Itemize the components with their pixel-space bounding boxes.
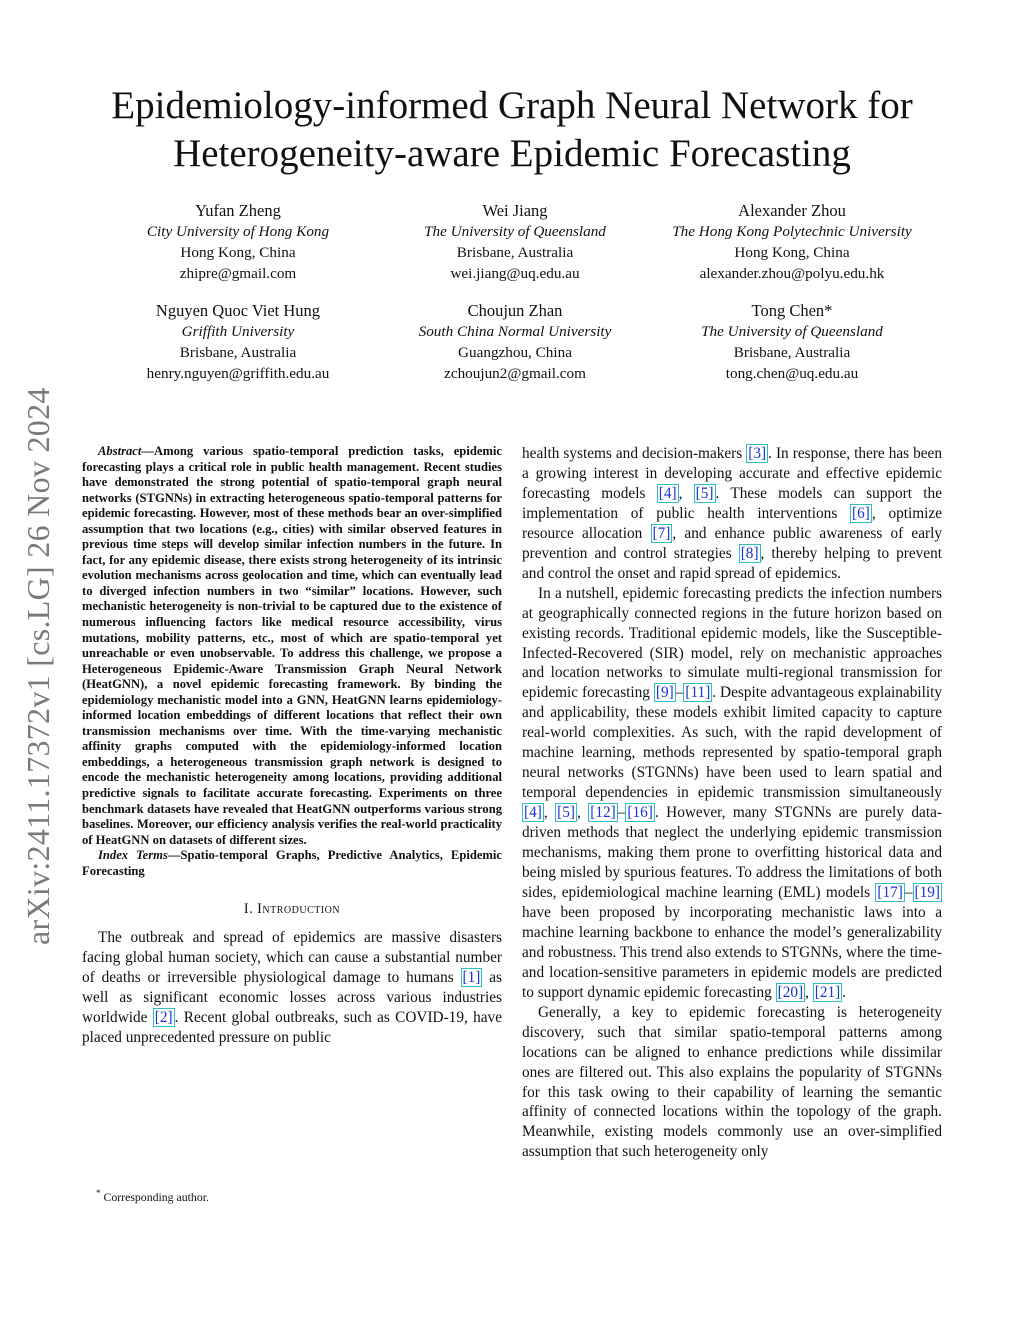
text-run: , — [543, 804, 556, 822]
text-run: , optimize resource allocation — [522, 504, 942, 542]
text-run: have been proposed by incorporating mechanistic laws into a machine learning backbone to enhance the model’s generalizability and robustness. This trend also extends to STGNNs, where the time- and location-sensitive parameters in epidemic models are predicted to support dynamic epidemic forecasting — [522, 903, 942, 1001]
author-affiliation: Griffith University — [181, 323, 295, 340]
author-location: Guangzhou, China — [458, 344, 572, 361]
text-run: – — [904, 883, 913, 901]
author-email[interactable]: zhipre@gmail.com — [179, 265, 297, 282]
author-affiliation: South China Normal University — [418, 323, 612, 340]
author-card — [100, 200, 376, 284]
text-run: , — [678, 484, 694, 502]
author-row-2 — [100, 300, 930, 384]
citation-link[interactable]: [8] — [740, 544, 759, 562]
citation-link[interactable]: [1] — [462, 969, 481, 987]
intro-paragraph-1 — [82, 928, 502, 1048]
text-run: , — [805, 983, 813, 1001]
text-run: . These models can support the implementation of public health interventions — [522, 484, 942, 522]
text-run: In a nutshell, epidemic forecasting predicts the infection numbers at geographically connected regions in the future horizon based on existing records. Traditional epidemic models, like the Susceptible-Infected-Recovered (SIR) model, rely on mechanistic approaches and location networks to simulate multi-regional transmission for epidemic forecasting — [522, 584, 942, 702]
abstract — [82, 444, 502, 848]
text-run: , — [576, 804, 589, 822]
author-card — [377, 300, 653, 384]
citation-link[interactable]: [5] — [557, 804, 575, 822]
author-email[interactable]: henry.nguyen@griffith.edu.au — [146, 365, 330, 382]
text-run: . Despite advantageous explainability and applicability, these models exhibit limited capacity to capture real-world complexities. As such, with the rapid development of machine learning, methods represented by spatio-temporal graph neural networks (STGNNs) have been used to learn spatial and temporal dependencies in epidemic transmission simultaneously — [522, 684, 942, 802]
text-run: . In response, there has been a growing interest in developing accurate and effective epidemic forecasting models — [522, 445, 942, 502]
abstract-label: Abstract — [98, 444, 142, 458]
author-row-1 — [100, 200, 930, 284]
text-run: as well as significant economic losses across various industries worldwide — [82, 969, 502, 1027]
text-run: The outbreak and spread of epidemics are massive disasters facing global human society, which can cause a substantial number of deaths or irreversible physiological damage to humans — [82, 929, 502, 987]
text-run: , and enhance public awareness of early prevention and control strategies — [522, 524, 942, 562]
author-card — [654, 200, 930, 284]
citation-link[interactable]: [19] — [914, 883, 940, 901]
citation-link[interactable]: [5] — [695, 484, 714, 502]
author-email[interactable]: tong.chen@uq.edu.au — [725, 365, 859, 382]
text-run: . However, many STGNNs are purely data-driven methods that neglect the underlying epidemic transmission mechanisms, making them prone to overfitting historical data and being misled by spurious features. To address the limitations of both sides, epidemiological machine learning (EML) models — [522, 804, 942, 901]
title-line-1: Epidemiology-informed Graph Neural Network for — [111, 84, 913, 127]
author-email[interactable]: alexander.zhou@polyu.edu.hk — [699, 265, 885, 282]
author-name: Wei Jiang — [482, 201, 548, 220]
right-column — [522, 444, 942, 1162]
text-run: – — [675, 684, 684, 702]
abstract-text: —Among various spatio-temporal prediction tasks, epidemic forecasting plays a critical role in public health management. Recent studies have demonstrated the strong potential of spatio-temporal graph neural networks (STGNNs) in extracting heterogeneous spatio-temporal patterns for epidemic forecasting. However, most of these methods bear an over-simplified assumption that two locations (e.g., cities) with similar observed features in previous time steps will develop similar infection numbers in the future. In fact, for any epidemic disease, there exists strong heterogeneity of its intrinsic evolution mechanisms across geolocation and time, which can eventually lead to diverged infection numbers in two “similar” locations. However, such mechanistic heterogeneity is non-trivial to be captured due to the existence of numerous influencing factors like medical resource accessibility, virus mutations, mobility patterns, etc., most of which are spatio-temporal yet unreachable or even unobservable. To address this challenge, we propose a Heterogeneous Epidemic-Aware Transmission Graph Neural Network (HeatGNN), a novel epidemic forecasting framework. By binding the epidemiology mechanistic model into a GNN, HeatGNN learns epidemiology-informed location embeddings of different locations that reflect their own transmission mechanisms over time. With the time-varying mechanistic affinity graphs computed with the epidemiology-informed location embeddings, a heterogeneous transmission graph network is designed to encode the mechanistic heterogeneity among locations, providing additional predictive signals to facilitate accurate forecasting. Experiments on three benchmark datasets have revealed that HeatGNN outperforms various strong baselines. Moreover, our efficiency analysis verifies the real-world practicality of HeatGNN on datasets of different sizes. — [82, 444, 502, 847]
author-email[interactable]: wei.jiang@uq.edu.au — [450, 265, 580, 282]
author-name: Choujun Zhan — [467, 301, 563, 320]
text-run: , thereby helping to prevent and control the onset and rapid spread of epidemics. — [522, 544, 942, 582]
author-name: Alexander Zhou — [738, 201, 846, 220]
citation-link[interactable]: [9] — [655, 684, 674, 702]
citation-link[interactable]: [7] — [652, 524, 671, 542]
author-location: Brisbane, Australia — [179, 344, 297, 361]
author-card — [100, 300, 376, 384]
index-terms-text: —Spatio-temporal Graphs, Predictive Analytics, Epidemic Forecasting — [82, 848, 502, 878]
citation-link[interactable]: [12] — [590, 804, 616, 822]
paper-title — [0, 82, 1024, 178]
citation-link[interactable]: [16] — [627, 804, 653, 822]
author-location: Hong Kong, China — [180, 244, 296, 261]
author-affiliation: The University of Queensland — [701, 323, 883, 340]
author-affiliation: City University of Hong Kong — [146, 223, 330, 240]
citation-link[interactable]: [6] — [852, 504, 870, 522]
citation-link[interactable]: [21] — [814, 983, 841, 1001]
index-terms — [82, 848, 502, 879]
intro-paragraph-1-continued — [522, 444, 942, 584]
text-run: . — [842, 983, 847, 1001]
left-column — [82, 444, 502, 1048]
footnote-mark: * — [96, 1188, 101, 1198]
citation-link[interactable]: [4] — [524, 804, 542, 822]
citation-link[interactable]: [2] — [154, 1009, 173, 1027]
title-line-2: Heterogeneity-aware Epidemic Forecasting — [173, 132, 851, 175]
author-affiliation: The University of Queensland — [424, 223, 606, 240]
author-location: Brisbane, Australia — [456, 244, 574, 261]
author-location: Brisbane, Australia — [733, 344, 851, 361]
author-name: Tong Chen* — [751, 301, 833, 320]
intro-paragraph-3: Generally, a key to epidemic forecasting is heterogeneity discovery, such that similar spatio-temporal patterns among locations can be aligned to enhance predictions while dissimilar ones are filtered out. This also explains the popularity of STGNNs for this task owing to their capability of learning the semantic affinity of connected locations within the topology of the graph. Meanwhile, existing models commonly use an over-simplified assumption that such heterogeneity only — [522, 1003, 942, 1161]
author-email[interactable]: zchoujun2@gmail.com — [444, 365, 586, 382]
author-card — [654, 300, 930, 384]
author-name: Yufan Zheng — [195, 201, 281, 220]
text-run: . Recent global outbreaks, such as COVID-19, have placed unprecedented pressure on public — [82, 1009, 502, 1047]
arxiv-identifier: arXiv:2411.17372v1 [cs.LG] 26 Nov 2024 — [20, 387, 56, 945]
section-heading-introduction: I. Introduction — [243, 901, 341, 918]
citation-link[interactable]: [20] — [777, 983, 804, 1001]
author-location: Hong Kong, China — [734, 244, 850, 261]
author-card — [377, 200, 653, 284]
index-terms-label: Index Terms — [98, 848, 168, 863]
text-run: – — [617, 804, 626, 822]
citation-link[interactable]: [4] — [658, 484, 677, 502]
author-block — [100, 200, 930, 400]
citation-link[interactable]: [11] — [685, 684, 711, 702]
author-affiliation: The Hong Kong Polytechnic University — [672, 223, 912, 240]
citation-link[interactable]: [3] — [748, 445, 767, 462]
intro-paragraph-2 — [522, 584, 942, 1003]
footnote — [96, 1186, 209, 1205]
footnote-text: Corresponding author. — [103, 1189, 209, 1204]
citation-link[interactable]: [17] — [877, 883, 903, 901]
text-run: health systems and decision-makers — [522, 445, 747, 462]
author-name: Nguyen Quoc Viet Hung — [155, 301, 321, 320]
